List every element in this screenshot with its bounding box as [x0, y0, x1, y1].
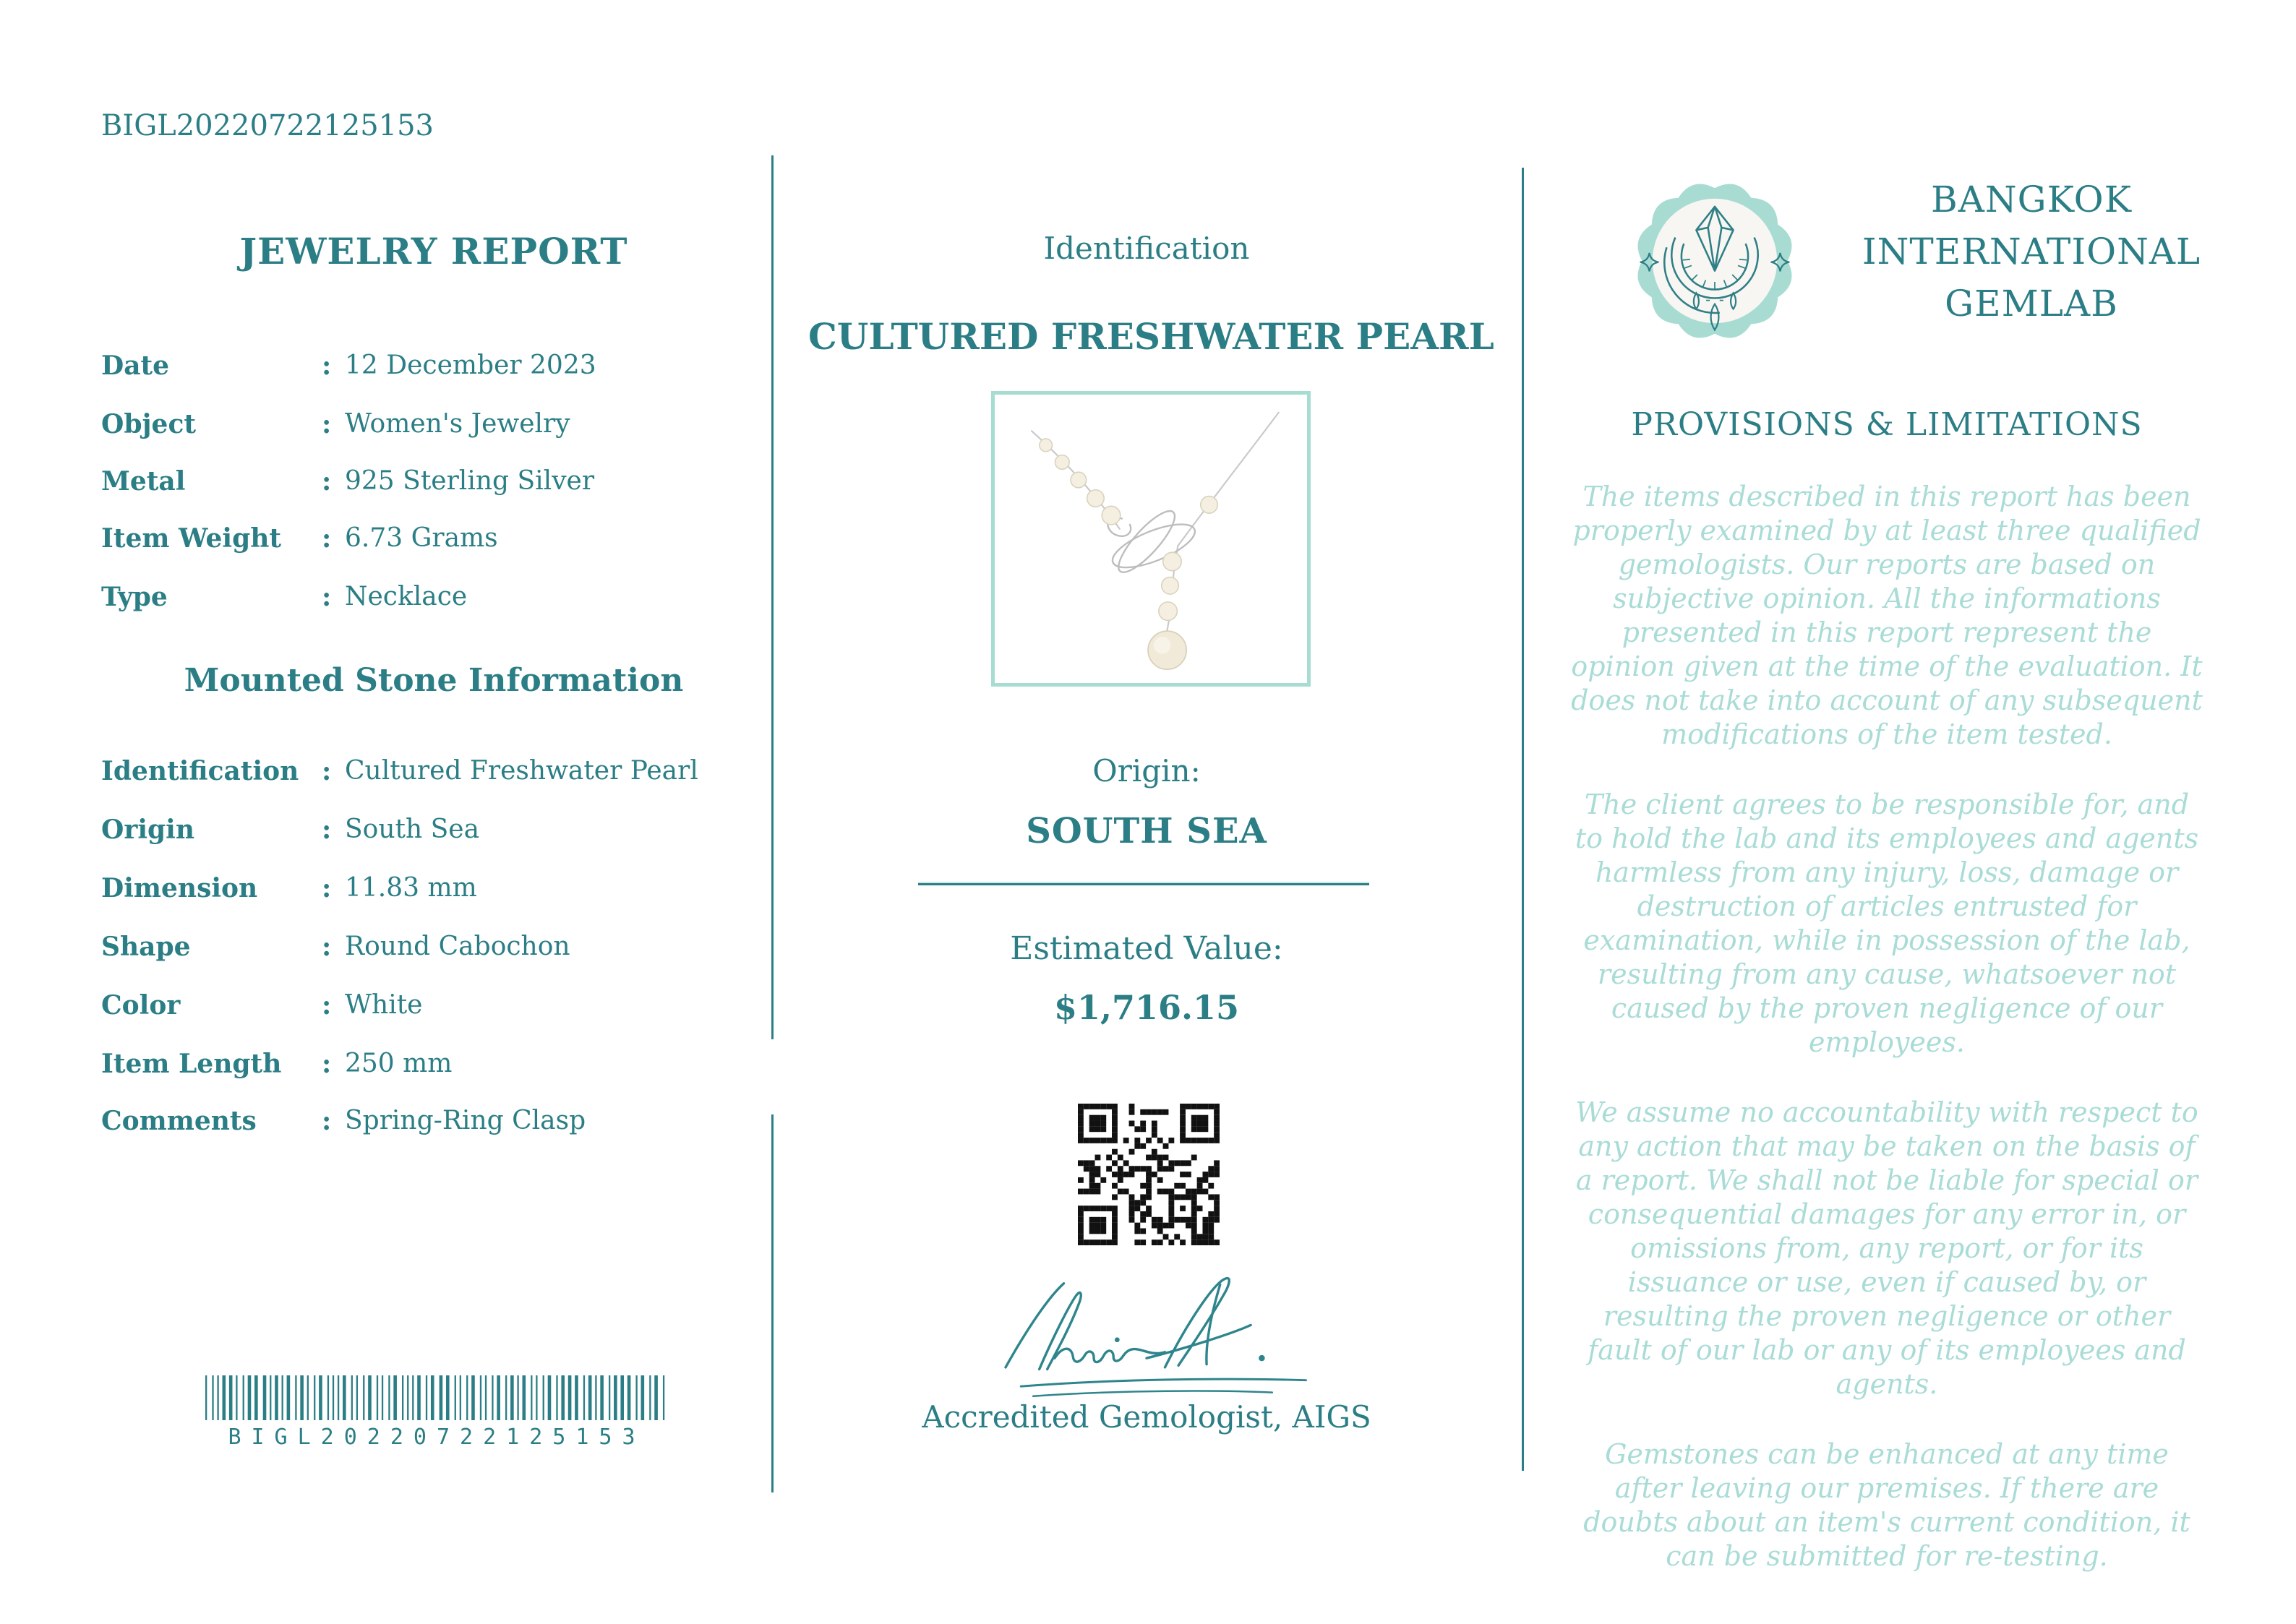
stone-row-color: [101, 988, 737, 1023]
report-number: BIGL20220722125153: [101, 109, 434, 142]
stone-section-title: Mounted Stone Information: [184, 662, 684, 699]
origin-value: SOUTH SEA: [1026, 811, 1267, 851]
provisions-paragraph: The items described in this report has been properly examined by at least three qualified gemologists. Our reports are based on subjective opinion. All the informations presented in this report represent the opinion given at the time of the evaluation. It does not take into account of any subsequent modifications of the item tested.: [1571, 481, 2203, 750]
provisions-title: PROVISIONS & LIMITATIONS: [1631, 406, 2143, 443]
field-colon: :: [322, 1049, 332, 1079]
lab-name: [1829, 173, 2234, 330]
lab-name-line: GEMLAB: [1945, 283, 2118, 325]
field-label: Object: [101, 409, 197, 439]
column-divider-left-lower: [771, 1114, 774, 1492]
provisions-paragraph: The client agrees to be responsible for, and to hold the lab and its employees and agents harmless from any injury, loss, damage or destruction of articles entrusted for examination, while in possession of the lab, resulting from any cause, whatsoever not caused by the proven negligence of our employees.: [1575, 789, 2199, 1058]
field-value: 12 December 2023: [345, 351, 596, 380]
barcode-text: BIGL20220722125153: [228, 1425, 646, 1450]
identification-section-title: Identification: [1043, 231, 1250, 266]
provisions-paragraph: Gemstones can be enhanced at any time after leaving our premises. If there are doubts about an item's current condition, it can be submitted for re-testing.: [1583, 1438, 2190, 1572]
provisions-paragraphs: [1569, 480, 2205, 1610]
gem-pendant-badge-icon: [1622, 168, 1807, 353]
handwritten-signature-icon: [944, 1266, 1349, 1407]
stone-row-comments: [101, 1104, 737, 1138]
barcode-icon: [205, 1375, 668, 1420]
stone-row-identification: [101, 754, 737, 789]
field-label: Shape: [101, 932, 191, 962]
field-label: Item Weight: [101, 523, 282, 554]
field-colon: :: [322, 756, 332, 786]
column-divider-right: [1522, 168, 1524, 1471]
lab-logo: [1622, 168, 1807, 353]
field-label: Dimension: [101, 873, 258, 903]
field-value: Women's Jewelry: [345, 409, 570, 439]
field-value: Necklace: [345, 582, 468, 611]
stone-row-dimension: [101, 871, 737, 906]
field-value: Round Cabochon: [345, 932, 570, 961]
field-row-metal: [101, 464, 737, 499]
field-colon: :: [322, 523, 332, 554]
field-colon: :: [322, 873, 332, 903]
origin-divider: [918, 883, 1369, 885]
gemologist-signature: [944, 1266, 1349, 1407]
field-value: White: [345, 990, 423, 1020]
field-label: Origin: [101, 815, 195, 845]
field-colon: :: [322, 932, 332, 962]
field-colon: :: [322, 1106, 332, 1136]
field-value: 6.73 Grams: [345, 523, 498, 553]
field-row-item-weight: [101, 521, 737, 556]
field-value: Spring-Ring Clasp: [345, 1106, 586, 1135]
field-value: 925 Sterling Silver: [345, 466, 595, 496]
field-label: Identification: [101, 756, 299, 786]
report-title: JEWELRY REPORT: [239, 230, 628, 272]
field-colon: :: [322, 409, 332, 439]
stone-row-shape: [101, 929, 737, 964]
necklace-photo: [995, 395, 1307, 683]
field-colon: :: [322, 582, 332, 612]
provisions-paragraph: We assume no accountability with respect to any action that may be taken on the basis of a report. We shall not be liable for special or consequential damages for any error in, or omissions from, any report, or for its issuance or use, even if caused by, or resulting the proven negligence or other fault of our lab or any of its employees and agents.: [1575, 1096, 2198, 1400]
field-value: Cultured Freshwater Pearl: [345, 756, 698, 786]
field-value: 11.83 mm: [345, 873, 477, 903]
field-label: Type: [101, 582, 168, 612]
column-divider-left: [771, 155, 774, 1039]
barcode: [205, 1375, 668, 1450]
estimated-value-label: Estimated Value:: [1010, 930, 1283, 967]
field-label: Comments: [101, 1106, 257, 1136]
field-label: Color: [101, 990, 181, 1021]
field-row-object: [101, 407, 737, 442]
qr-code-icon: [1078, 1104, 1220, 1245]
identification-result: CULTURED FRESHWATER PEARL: [808, 315, 1494, 358]
field-colon: :: [322, 990, 332, 1021]
item-photo-frame: [991, 391, 1311, 687]
signatory-title: Accredited Gemologist, AIGS: [922, 1399, 1371, 1435]
field-label: Date: [101, 351, 170, 381]
estimated-value: $1,716.15: [1053, 988, 1240, 1027]
stone-row-origin: [101, 812, 737, 847]
field-value: 250 mm: [345, 1049, 453, 1078]
field-colon: :: [322, 351, 332, 381]
field-value: South Sea: [345, 815, 480, 844]
field-colon: :: [322, 815, 332, 845]
field-row-type: [101, 580, 737, 614]
field-label: Metal: [101, 466, 186, 497]
stone-row-item-length: [101, 1047, 737, 1081]
lab-name-line: INTERNATIONAL: [1862, 231, 2201, 272]
field-colon: :: [322, 466, 332, 497]
lab-name-line: BANGKOK: [1931, 179, 2132, 220]
field-row-date: [101, 348, 737, 383]
origin-label: Origin:: [1092, 753, 1201, 789]
field-label: Item Length: [101, 1049, 282, 1079]
